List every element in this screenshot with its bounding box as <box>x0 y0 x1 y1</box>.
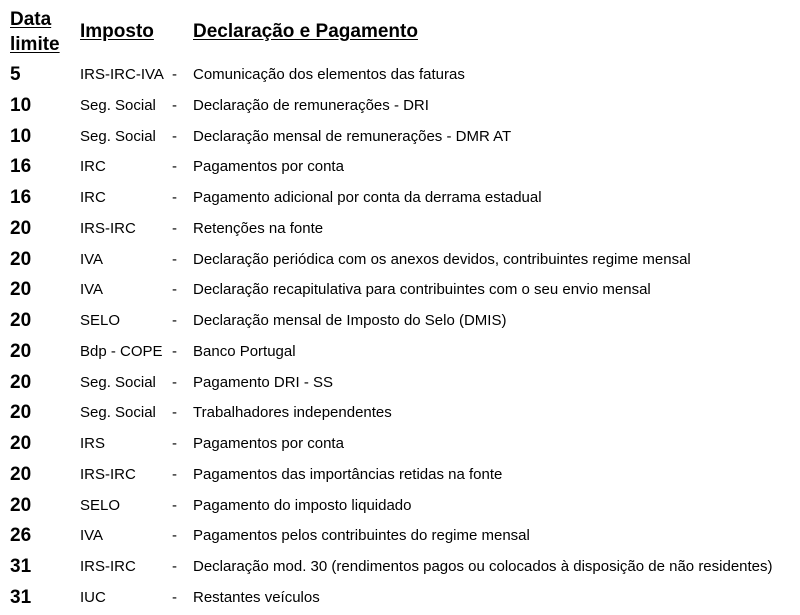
row-separator: - <box>172 158 177 176</box>
row-tax: IRS-IRC <box>80 219 136 237</box>
table-row <box>0 89 800 120</box>
row-tax: SELO <box>80 312 121 329</box>
header-date-line2: limite <box>10 34 60 55</box>
table-row <box>0 120 800 151</box>
header-declaration: Declaração e Pagamento <box>193 21 418 42</box>
row-description: Retenções na fonte <box>193 219 324 237</box>
row-tax: IRS-IRC <box>80 465 136 483</box>
row-description: Comunicação dos elementos das faturas <box>193 66 465 83</box>
row-separator: - <box>172 281 177 299</box>
row-description: Declaração de remunerações - DRI <box>193 96 429 114</box>
row-description: Pagamentos por conta <box>193 158 344 176</box>
row-separator: - <box>172 435 177 452</box>
row-tax: IRC <box>80 158 106 176</box>
row-tax: Seg. Social <box>80 404 156 422</box>
table-header <box>0 0 800 62</box>
row-description: Declaração periódica com os anexos devidos, contribuintes regime mensal <box>193 250 691 268</box>
table-row <box>0 427 800 458</box>
row-tax: Seg. Social <box>80 127 156 145</box>
row-date: 20 <box>10 463 32 485</box>
row-separator: - <box>172 465 177 483</box>
table-row <box>0 489 800 520</box>
table-row <box>0 58 800 89</box>
table-row <box>0 396 800 427</box>
header-date-line1: Data <box>10 9 52 30</box>
row-tax: IUC <box>80 588 106 606</box>
row-description: Pagamento adicional por conta da derrama estadual <box>193 189 542 206</box>
row-date: 5 <box>10 64 21 85</box>
row-date: 20 <box>10 494 32 516</box>
row-description: Trabalhadores independentes <box>193 404 392 422</box>
row-date: 20 <box>10 402 32 424</box>
row-description: Declaração recapitulativa para contribuintes com o seu envio mensal <box>193 281 651 299</box>
row-tax: IRC <box>80 189 106 206</box>
table-row <box>0 243 800 274</box>
header-tax: Imposto <box>80 21 154 42</box>
row-description: Declaração mensal de Imposto do Selo (DMIS) <box>193 312 507 329</box>
row-separator: - <box>172 66 177 83</box>
table-row <box>0 181 800 212</box>
row-date: 16 <box>10 156 32 178</box>
row-tax: IVA <box>80 527 104 545</box>
table-row <box>0 581 800 612</box>
row-description: Restantes veículos <box>193 588 320 606</box>
table-row <box>0 519 800 550</box>
table-row <box>0 550 800 581</box>
row-separator: - <box>172 312 177 329</box>
row-separator: - <box>172 527 177 545</box>
row-tax: Seg. Social <box>80 373 156 391</box>
table-row <box>0 212 800 243</box>
row-description: Pagamentos das importâncias retidas na fonte <box>193 465 503 483</box>
row-description: Pagamento do imposto liquidado <box>193 496 412 514</box>
row-description: Banco Portugal <box>193 342 296 360</box>
row-date: 20 <box>10 371 32 393</box>
row-separator: - <box>172 558 177 575</box>
row-description: Declaração mod. 30 (rendimentos pagos ou colocados à disposição de não residentes) <box>193 558 773 575</box>
row-description: Pagamentos por conta <box>193 435 344 452</box>
row-separator: - <box>172 127 177 145</box>
table-row <box>0 335 800 366</box>
table-row <box>0 273 800 304</box>
row-separator: - <box>172 219 177 237</box>
row-separator: - <box>172 496 177 514</box>
table-body <box>0 58 800 612</box>
row-tax: IRS-IRC <box>80 558 136 575</box>
table-row <box>0 304 800 335</box>
row-tax: SELO <box>80 496 121 514</box>
row-tax: IRS-IRC-IVA <box>80 66 164 83</box>
row-separator: - <box>172 588 177 606</box>
row-description: Pagamentos pelos contribuintes do regime mensal <box>193 527 530 545</box>
row-date: 31 <box>10 586 32 608</box>
row-tax: Bdp - COPE <box>80 342 163 360</box>
row-date: 20 <box>10 279 32 301</box>
row-tax: IRS <box>80 435 106 452</box>
row-separator: - <box>172 373 177 391</box>
row-separator: - <box>172 189 177 206</box>
row-date: 20 <box>10 248 32 270</box>
row-separator: - <box>172 96 177 114</box>
row-date: 26 <box>10 525 32 547</box>
row-date: 20 <box>10 310 32 331</box>
row-separator: - <box>172 250 177 268</box>
row-separator: - <box>172 404 177 422</box>
row-date: 31 <box>10 556 32 577</box>
table-row <box>0 150 800 181</box>
row-separator: - <box>172 342 177 360</box>
table-row <box>0 366 800 397</box>
row-date: 20 <box>10 433 32 454</box>
row-date: 20 <box>10 340 32 362</box>
row-description: Declaração mensal de remunerações - DMR AT <box>193 127 512 145</box>
row-description: Pagamento DRI - SS <box>193 373 334 391</box>
row-date: 16 <box>10 187 32 208</box>
row-date: 20 <box>10 217 32 239</box>
row-tax: Seg. Social <box>80 96 156 114</box>
row-date: 10 <box>10 94 32 116</box>
row-date: 10 <box>10 125 32 147</box>
table-row <box>0 458 800 489</box>
header-date-limit <box>10 7 60 57</box>
row-tax: IVA <box>80 250 104 268</box>
row-tax: IVA <box>80 281 104 299</box>
